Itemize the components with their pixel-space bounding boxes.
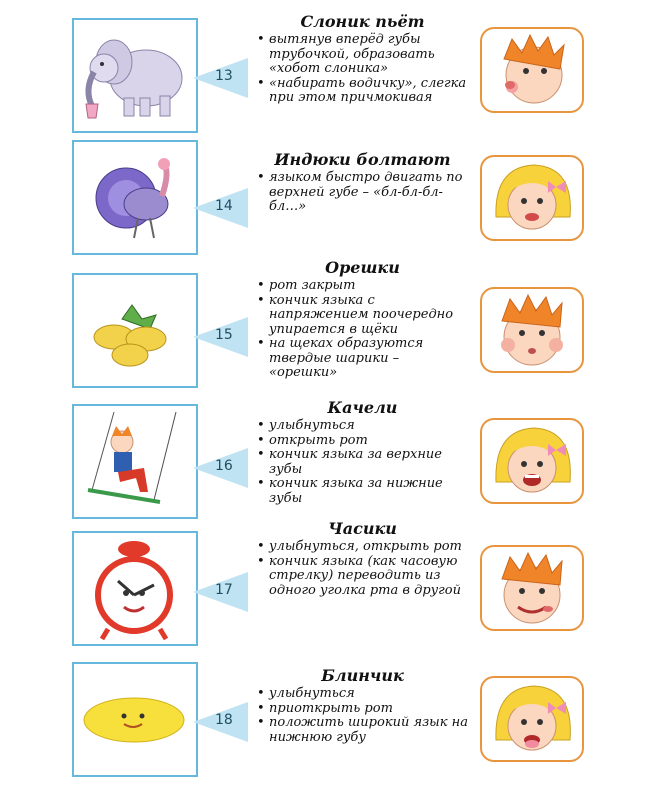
instruction-item: • вытянув вперёд губы трубочкой, образовать «хобот слоника» <box>255 33 470 77</box>
exercise-title: Орешки <box>325 258 400 277</box>
exercise-text-13 <box>255 12 470 106</box>
alarm-clock-picture <box>72 531 198 646</box>
pancake-picture <box>72 662 198 777</box>
instruction-item: • положить широкий язык на нижнюю губу <box>255 716 470 745</box>
instruction-item: • на щеках образуются твердые шарики – «орешки» <box>255 337 470 381</box>
instruction-item: • улыбнуться <box>255 419 470 434</box>
exercise-number: 14 <box>215 198 233 214</box>
instruction-item: • «набирать водичку», слегка при этом причмокивая <box>255 77 470 106</box>
exercise-text-15 <box>255 258 470 381</box>
exercise-text-14 <box>255 150 470 215</box>
exercise-title: Часики <box>328 519 397 538</box>
elephant-picture <box>72 18 198 133</box>
instruction-item: • улыбнуться, открыть рот <box>255 540 470 555</box>
boy-face-13 <box>480 27 584 113</box>
exercise-number: 17 <box>215 582 233 598</box>
exercise-title: Слоник пьёт <box>300 12 425 31</box>
boy-face-15 <box>480 287 584 373</box>
exercise-text-17 <box>255 519 470 598</box>
exercise-number: 15 <box>215 327 233 343</box>
instruction-item: • языком быстро двигать по верхней губе – «бл-бл-бл-бл…» <box>255 171 470 215</box>
number-tab-14 <box>193 188 248 228</box>
exercise-number: 18 <box>215 712 233 728</box>
boy-face-17 <box>480 545 584 631</box>
exercise-number: 16 <box>215 458 233 474</box>
number-tab-16 <box>193 448 248 488</box>
exercise-title: Блинчик <box>321 666 404 685</box>
exercise-text-16 <box>255 398 470 506</box>
girl-face-14 <box>480 155 584 241</box>
girl-face-16 <box>480 418 584 504</box>
exercise-title: Качели <box>327 398 398 417</box>
instruction-item: • кончик языка (как часовую стрелку) переводить из одного уголка рта в другой <box>255 555 470 599</box>
instruction-item: • улыбнуться <box>255 687 470 702</box>
exercise-title: Индюки болтают <box>274 150 451 169</box>
instruction-item: • кончик языка с напряжением поочередно упирается в щёки <box>255 294 470 338</box>
swing-picture <box>72 404 198 519</box>
number-tab-13 <box>193 58 248 98</box>
instruction-item: • приоткрыть рот <box>255 702 470 717</box>
exercise-number: 13 <box>215 68 233 84</box>
girl-face-18 <box>480 676 584 762</box>
number-tab-18 <box>193 702 248 742</box>
nuts-picture <box>72 273 198 388</box>
instruction-item: • рот закрыт <box>255 279 470 294</box>
instruction-item: • кончик языка за верхние зубы <box>255 448 470 477</box>
turkey-picture <box>72 140 198 255</box>
instruction-item: • кончик языка за нижние зубы <box>255 477 470 506</box>
exercise-text-18 <box>255 666 470 745</box>
instruction-item: • открыть рот <box>255 434 470 449</box>
number-tab-17 <box>193 572 248 612</box>
number-tab-15 <box>193 317 248 357</box>
